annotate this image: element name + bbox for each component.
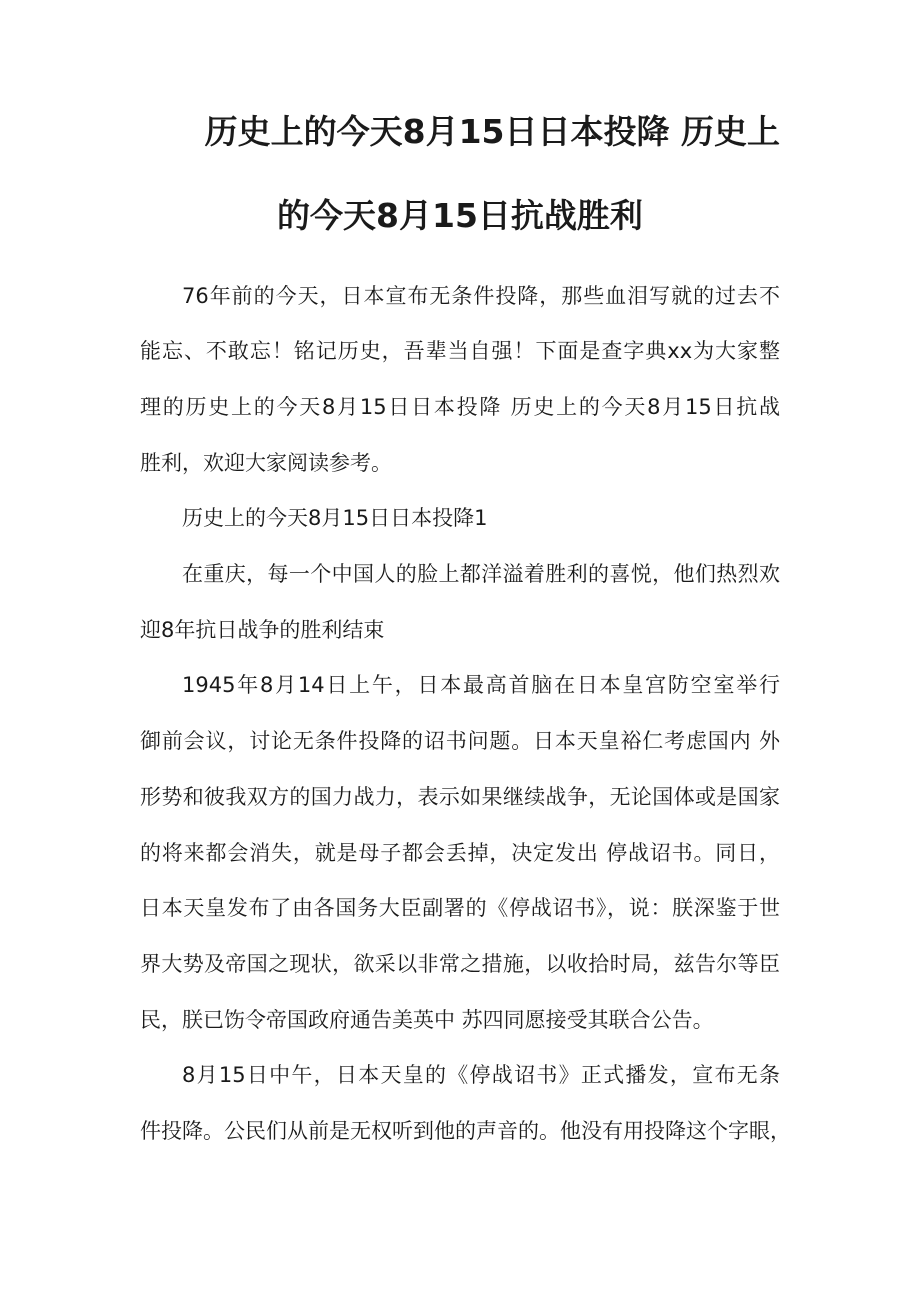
document-title-line-1: 历史上的今天8月15日日本投降 历史上 [204, 112, 780, 151]
paragraph-2-line-1: 在重庆，每一个中国人的脸上都洋溢着胜利的喜悦，他们热烈欢 [182, 562, 780, 586]
paragraph-1-line-2: 能忘、不敢忘！铭记历史，吾辈当自强！下面是查字典xx为大家整 [140, 339, 780, 363]
paragraph-3-line-3: 形势和彼我双方的国力战力，表示如果继续战争，无论国体或是国家 [140, 785, 780, 809]
paragraph-3-line-4: 的将来都会消失，就是母子都会丢掉，决定发出 停战诏书。同日， [140, 841, 780, 865]
paragraph-3-line-1: 1945年8月14日上午，日本最高首脑在日本皇宫防空室举行 [182, 673, 780, 697]
paragraph-1-line-4: 胜利，欢迎大家阅读参考。 [140, 451, 392, 475]
paragraph-1-line-1: 76年前的今天，日本宣布无条件投降，那些血泪写就的过去不 [182, 284, 780, 308]
paragraph-2-line-2: 迎8年抗日战争的胜利结束 [140, 618, 385, 642]
paragraph-3-line-2: 御前会议，讨论无条件投降的诏书问题。日本天皇裕仁考虑国内 外 [140, 729, 780, 753]
paragraph-3-line-7: 民，朕已饬令帝国政府通告美英中 苏四同愿接受其联合公告。 [140, 1008, 714, 1032]
document-title-line-2: 的今天8月15日抗战胜利 [277, 196, 643, 235]
paragraph-4-line-2: 件投降。公民们从前是无权听到他的声音的。他没有用投降这个字眼， [140, 1119, 791, 1143]
section-heading: 历史上的今天8月15日日本投降1 [182, 506, 488, 530]
paragraph-1-line-3: 理的历史上的今天8月15日日本投降 历史上的今天8月15日抗战 [140, 395, 780, 419]
paragraph-4-line-1: 8月15日中午，日本天皇的《停战诏书》正式播发，宣布无条 [182, 1063, 780, 1087]
paragraph-3-line-6: 界大势及帝国之现状，欲采以非常之措施，以收拾时局，兹告尔等臣 [140, 952, 780, 976]
paragraph-3-line-5: 日本天皇发布了由各国务大臣副署的《停战诏书》，说：朕深鉴于世 [140, 896, 780, 920]
